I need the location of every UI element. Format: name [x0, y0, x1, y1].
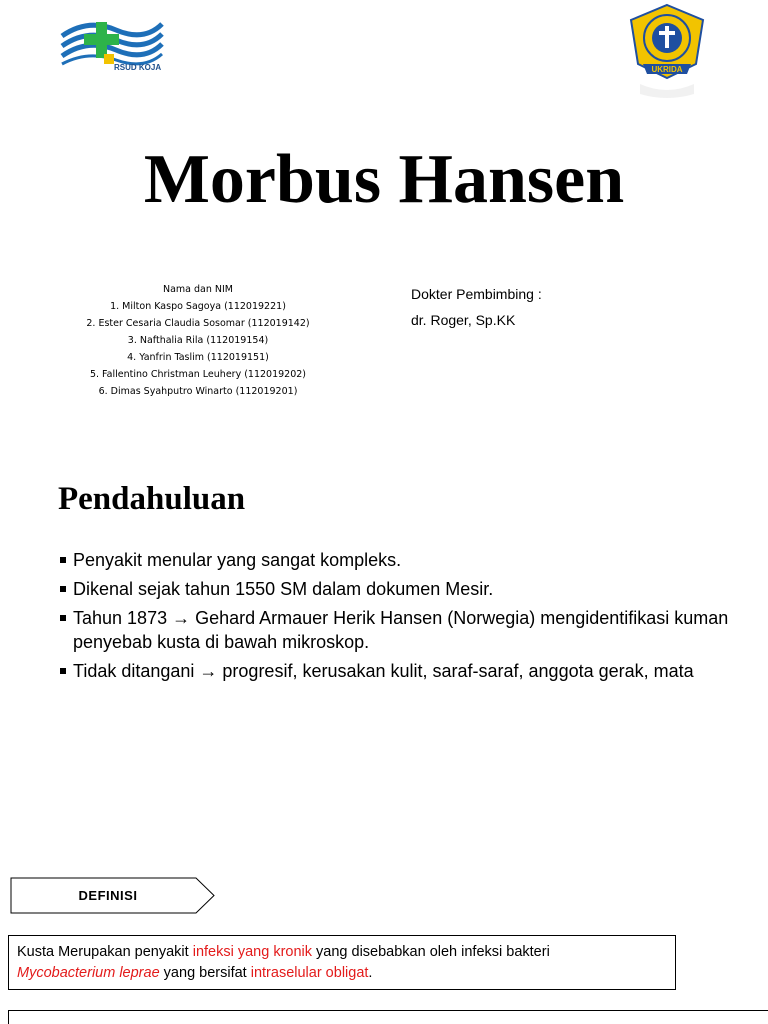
introduction-title: Pendahuluan — [58, 481, 246, 517]
definition-text: . — [368, 965, 373, 981]
definisi-label: DEFINISI — [78, 888, 138, 903]
member-item: 6. Dimas Syahputro Winarto (112019201) — [98, 386, 298, 397]
bullet-item — [60, 577, 740, 601]
advisor-label: Dokter Pembimbing : — [411, 286, 542, 302]
bullet-item — [60, 659, 740, 683]
introduction-bullet-list — [60, 548, 740, 688]
definition-box — [8, 935, 676, 990]
rsud-koja-logo-text: RSUD KOJA — [114, 63, 162, 72]
presentation-title: Morbus Hansen — [143, 141, 625, 218]
rsud-koja-logo — [58, 16, 166, 74]
bullet-text: Penyakit menular yang sangat kompleks. — [73, 550, 402, 570]
ukrida-logo — [626, 2, 708, 102]
member-list — [48, 281, 348, 400]
next-text-box — [8, 1010, 768, 1024]
square-bullet-icon — [60, 557, 66, 563]
definition-text: Kusta Merupakan penyakit — [17, 944, 193, 960]
member-item: 5. Fallentino Christman Leuhery (112019202) — [89, 369, 307, 380]
definition-species: Mycobacterium leprae — [17, 965, 160, 981]
advisor-block — [411, 281, 542, 333]
definition-highlight: intraselular obligat — [250, 965, 369, 981]
member-item: 3. Nafthalia Rila (112019154) — [127, 335, 269, 346]
square-bullet-icon — [60, 586, 66, 592]
square-bullet-icon — [60, 615, 66, 621]
bullet-text: Tidak ditangani → progresif, kerusakan kulit, saraf-saraf, anggota gerak, mata — [73, 661, 694, 681]
definisi-tag — [10, 877, 216, 914]
member-item: 4. Yanfrin Taslim (112019151) — [127, 352, 269, 363]
title-slide — [0, 0, 768, 430]
member-list-header: Nama dan NIM — [162, 284, 234, 295]
square-bullet-icon — [60, 668, 66, 674]
member-item: 1. Milton Kaspo Sagoya (112019221) — [110, 301, 286, 312]
bullet-item — [60, 548, 740, 572]
ukrida-logo-text: UKRIDA — [651, 65, 683, 74]
member-item: 2. Ester Cesaria Claudia Sosomar (112019142) — [86, 318, 310, 329]
definition-text: yang disebabkan oleh infeksi bakteri — [312, 944, 550, 960]
bullet-text: Tahun 1873 → Gehard Armauer Herik Hansen (Norwegia) mengidentifikasi kuman penyebab kusta di bawah mikroskop. — [73, 608, 729, 652]
introduction-slide — [0, 460, 768, 840]
bullet-text: Dikenal sejak tahun 1550 SM dalam dokumen Mesir. — [73, 579, 494, 599]
definition-highlight: infeksi yang kronik — [192, 944, 312, 960]
advisor-name: dr. Roger, Sp.KK — [411, 312, 516, 328]
bullet-item — [60, 606, 740, 654]
definition-text: yang bersifat — [159, 965, 251, 981]
